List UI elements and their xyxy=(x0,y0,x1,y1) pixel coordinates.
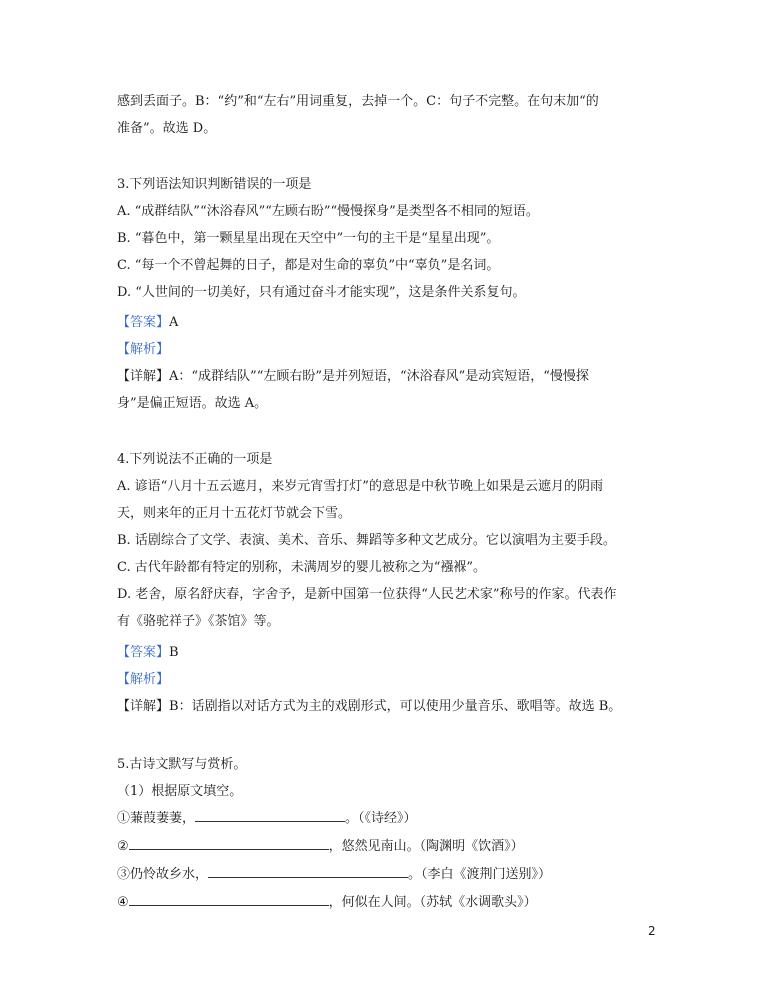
question-4-option-c: C. 古代年龄都有特定的别称，未满周岁的婴儿被称之为“襁褓”。 xyxy=(117,560,487,575)
question-4-option-b: B. 话剧综合了文学、表演、美术、音乐、舞蹈等多种文艺成分。它以演唱为主要手段。 xyxy=(117,533,616,548)
question-3-answer xyxy=(117,313,178,333)
question-3-analysis-tag xyxy=(117,340,169,360)
question-5-subquestion-1: （1）根据原文填空。 xyxy=(117,784,243,799)
question-3-detail-line-2: 身”是偏正短语。故选 A。 xyxy=(117,396,268,411)
fill-item-suffix: ，何似在人间。（苏轼《水调歌头》） xyxy=(328,895,537,910)
question-3-option-a: A. “成群结队”“沐浴春风”“左顾右盼”“慢慢探身”是类型各不相同的短语。 xyxy=(117,204,539,219)
question-3-option-c: C. “每一个不曾起舞的日子，都是对生命的辜负”中“辜负”是名词。 xyxy=(117,258,500,273)
detail-text: A：“成群结队”“左顾右盼”是并列短语，“沐浴春风”是动宾短语，“慢慢探 xyxy=(169,369,589,384)
page-number: 2 xyxy=(648,924,656,938)
fill-item-3 xyxy=(117,865,551,885)
detail-text: B：话剧指以对话方式为主的戏剧形式，可以使用少量音乐、歌唱等。故选 B。 xyxy=(169,699,622,714)
question-3-stem: 3.下列语法知识判断错误的一项是 xyxy=(117,177,312,192)
answer-blank[interactable] xyxy=(129,893,329,906)
question-4-detail-line-1 xyxy=(117,697,621,717)
answer-blank[interactable] xyxy=(195,809,345,822)
answer-tag: 【答案】 xyxy=(117,645,170,660)
question-3-option-b: B. “暮色中，第一颗星星出现在天空中”一句的主干是“星星出现”。 xyxy=(117,231,500,246)
answer-blank[interactable] xyxy=(129,837,329,850)
answer-tag: 【答案】 xyxy=(117,315,170,330)
fill-item-prefix: ④ xyxy=(117,895,129,910)
answer-value: A xyxy=(169,315,179,330)
question-4-option-a-line-2: 天，则来年的正月十五花灯节就会下雪。 xyxy=(117,506,352,521)
fill-item-4 xyxy=(117,893,537,913)
question-4-stem: 4.下列说法不正确的一项是 xyxy=(117,452,273,467)
question-3-detail-line-1 xyxy=(117,367,589,387)
fill-item-prefix: ①蒹葭萋萋， xyxy=(117,811,196,826)
detail-tag: 【详解】 xyxy=(117,699,170,714)
fill-item-suffix: ，悠然见南山。（陶渊明《饮酒》） xyxy=(328,839,524,854)
question-4-option-d-line-2: 有《骆驼祥子》《茶馆》等。 xyxy=(117,614,280,629)
question-4-answer xyxy=(117,643,179,663)
question-3-option-d: D. “人世间的一切美好，只有通过奋斗才能实现”，这是条件关系复句。 xyxy=(117,285,526,300)
question-4-option-d-line-1: D. 老舍，原名舒庆春，字舍予，是新中国第一位获得“人民艺术家”称号的作家。代表作 xyxy=(117,587,617,602)
analysis-tag: 【解析】 xyxy=(117,672,170,687)
fill-item-1 xyxy=(117,809,417,829)
fill-item-2 xyxy=(117,837,524,857)
fill-item-suffix: 。（《诗经》） xyxy=(345,811,417,826)
analysis-tag: 【解析】 xyxy=(117,342,170,357)
prev-explanation-line-1: 感到丢面子。B：“约”和“左右”用词重复，去掉一个。C：句子不完整。在句末加“的 xyxy=(117,94,599,109)
question-4-analysis-tag xyxy=(117,670,169,690)
question-4-option-a-line-1: A. 谚语“八月十五云遮月，来岁元宵雪打灯”的意思是中秋节晚上如果是云遮月的阴雨 xyxy=(117,479,603,494)
answer-value: B xyxy=(169,645,179,660)
answer-blank[interactable] xyxy=(208,865,408,878)
fill-item-prefix: ② xyxy=(117,839,129,854)
prev-explanation-line-2: 准备”。故选 D。 xyxy=(117,121,217,136)
question-5-stem: 5.古诗文默写与赏析。 xyxy=(117,757,247,772)
fill-item-prefix: ③仍怜故乡水， xyxy=(117,867,209,882)
fill-item-suffix: 。（李白《渡荆门送别》） xyxy=(408,867,552,882)
detail-tag: 【详解】 xyxy=(117,369,170,384)
